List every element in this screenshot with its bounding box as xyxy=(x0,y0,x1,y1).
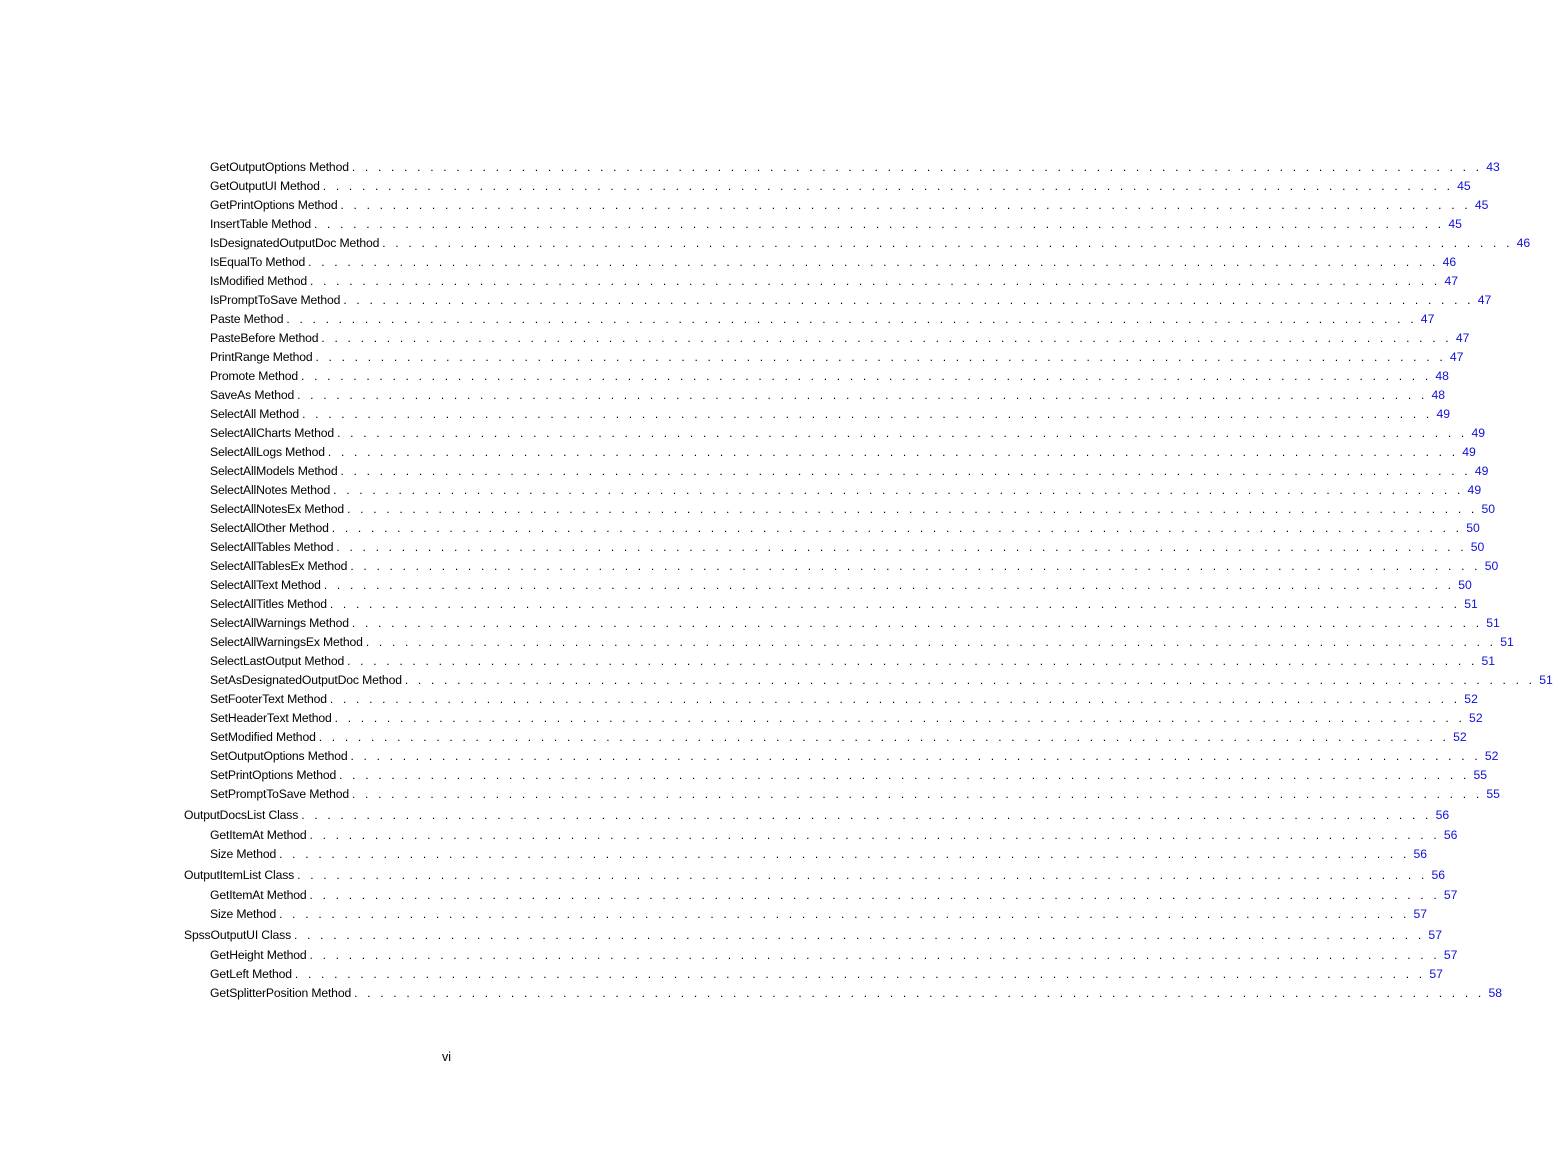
toc-page-link[interactable]: 50 xyxy=(1458,578,1472,592)
toc-entry-title: GetOutputUI Method xyxy=(210,179,320,193)
toc-page-link[interactable]: 43 xyxy=(1486,160,1500,174)
toc-entry-title: SetModified Method xyxy=(210,730,316,744)
toc-dot-leader: . . . . . . . . . . . . . . . . . . . . . . . . . . . . . . . . . . . . . . . . . . . . . . . . . . . . . . . . . . . . . . . . . . . . . . . . . . . . . . . . . . . . . . . xyxy=(301,808,1432,822)
toc-method-entry[interactable] xyxy=(210,177,1471,196)
toc-page-link[interactable]: 48 xyxy=(1435,369,1449,383)
toc-entry-title: SetFooterText Method xyxy=(210,692,327,706)
toc-dot-leader: . . . . . . . . . . . . . . . . . . . . . . . . . . . . . . . . . . . . . . . . . . . . . . . . . . . . . . . . . . . . . . . . . . . . . . . . . . . . . . . . . . . . . . . xyxy=(321,331,1452,345)
toc-dot-leader: . . . . . . . . . . . . . . . . . . . . . . . . . . . . . . . . . . . . . . . . . . . . . . . . . . . . . . . . . . . . . . . . . . . . . . . . . . . . . . . . . . . . . . . xyxy=(309,948,1440,962)
toc-method-entry[interactable] xyxy=(210,158,1500,177)
toc-dot-leader: . . . . . . . . . . . . . . . . . . . . . . . . . . . . . . . . . . . . . . . . . . . . . . . . . . . . . . . . . . . . . . . . . . . . . . . . . . . . . . . . . . . . . . . xyxy=(309,828,1440,842)
toc-page-link[interactable]: 57 xyxy=(1413,907,1428,921)
toc-method-entry[interactable] xyxy=(210,785,1500,804)
toc-dot-leader: . . . . . . . . . . . . . . . . . . . . . . . . . . . . . . . . . . . . . . . . . . . . . . . . . . . . . . . . . . . . . . . . . . . . . . . . . . . . . . . . . . . . . . . xyxy=(337,426,1468,440)
toc-entry-title: SetOutputOptions Method xyxy=(210,749,348,763)
toc-method-entry[interactable] xyxy=(210,481,1482,500)
toc-page-link[interactable]: 55 xyxy=(1473,768,1488,782)
toc-dot-leader: . . . . . . . . . . . . . . . . . . . . . . . . . . . . . . . . . . . . . . . . . . . . . . . . . . . . . . . . . . . . . . . . . . . . . . . . . . . . . . . . . . . . . . . xyxy=(347,502,1478,516)
toc-dot-leader: . . . . . . . . . . . . . . . . . . . . . . . . . . . . . . . . . . . . . . . . . . . . . . . . . . . . . . . . . . . . . . . . . . . . . . . . . . . . . . . . . . . . . . . xyxy=(308,255,1439,269)
toc-page-link[interactable]: 48 xyxy=(1431,388,1446,402)
toc-dot-leader: . . . . . . . . . . . . . . . . . . . . . . . . . . . . . . . . . . . . . . . . . . . . . . . . . . . . . . . . . . . . . . . . . . . . . . . . . . . . . . . . . . . . . . . xyxy=(327,445,1459,459)
toc-dot-leader: . . . . . . . . . . . . . . . . . . . . . . . . . . . . . . . . . . . . . . . . . . . . . . . . . . . . . . . . . . . . . . . . . . . . . . . . . . . . . . . . . . . . . . . xyxy=(323,578,1455,592)
toc-dot-leader: . . . . . . . . . . . . . . . . . . . . . . . . . . . . . . . . . . . . . . . . . . . . . . . . . . . . . . . . . . . . . . . . . . . . . . . . . . . . . . . . . . . . . . . xyxy=(351,616,1483,630)
toc-dot-leader: . . . . . . . . . . . . . . . . . . . . . . . . . . . . . . . . . . . . . . . . . . . . . . . . . . . . . . . . . . . . . . . . . . . . . . . . . . . . . . . . . . . . . . . xyxy=(294,967,1426,981)
toc-dot-leader: . . . . . . . . . . . . . . . . . . . . . . . . . . . . . . . . . . . . . . . . . . . . . . . . . . . . . . . . . . . . . . . . . . . . . . . . . . . . . . . . . . . . . . . xyxy=(350,559,1481,573)
toc-entry-title: SelectAllTitles Method xyxy=(210,597,327,611)
toc-class-entry[interactable] xyxy=(184,864,1446,886)
toc-entry-title: Paste Method xyxy=(210,312,284,326)
toc-method-entry[interactable] xyxy=(210,424,1486,443)
toc-entry-title: SelectAllTables Method xyxy=(210,540,334,554)
toc-dot-leader: . . . . . . . . . . . . . . . . . . . . . . . . . . . . . . . . . . . . . . . . . . . . . . . . . . . . . . . . . . . . . . . . . . . . . . . . . . . . . . . . . . . . . . . xyxy=(333,483,1464,497)
toc-dot-leader: . . . . . . . . . . . . . . . . . . . . . . . . . . . . . . . . . . . . . . . . . . . . . . . . . . . . . . . . . . . . . . . . . . . . . . . . . . . . . . . . . . . . . . . xyxy=(302,407,1433,421)
toc-page-link[interactable]: 56 xyxy=(1413,847,1428,861)
toc-entry-title: SelectAllLogs Method xyxy=(210,445,325,459)
toc-page-link[interactable]: 45 xyxy=(1457,179,1471,193)
toc-method-entry[interactable] xyxy=(210,196,1489,215)
toc-method-entry[interactable] xyxy=(210,652,1496,671)
toc-entry-title: SelectAllWarnings Method xyxy=(210,616,349,630)
table-of-contents xyxy=(0,158,1553,1003)
toc-page-link[interactable]: 51 xyxy=(1500,635,1514,649)
toc-method-entry[interactable] xyxy=(210,905,1428,924)
toc-dot-leader: . . . . . . . . . . . . . . . . . . . . . . . . . . . . . . . . . . . . . . . . . . . . . . . . . . . . . . . . . . . . . . . . . . . . . . . . . . . . . . . . . . . . . . . xyxy=(351,160,1483,174)
toc-method-entry[interactable] xyxy=(210,272,1458,291)
toc-entry-title: GetItemAt Method xyxy=(210,828,307,842)
toc-method-entry[interactable] xyxy=(210,984,1503,1003)
toc-method-entry[interactable] xyxy=(210,747,1499,766)
toc-dot-leader: . . . . . . . . . . . . . . . . . . . . . . . . . . . . . . . . . . . . . . . . . . . . . . . . . . . . . . . . . . . . . . . . . . . . . . . . . . . . . . . . . . . . . . . xyxy=(351,787,1483,801)
toc-entry-title: PasteBefore Method xyxy=(210,331,319,345)
toc-method-entry[interactable] xyxy=(210,215,1462,234)
toc-entry-title: SelectAllTablesEx Method xyxy=(210,559,348,573)
toc-method-entry[interactable] xyxy=(210,886,1458,905)
toc-entry-title: SelectAllWarningsEx Method xyxy=(210,635,363,649)
toc-method-entry[interactable] xyxy=(210,367,1449,386)
toc-method-entry[interactable] xyxy=(210,946,1458,965)
toc-page-link[interactable]: 51 xyxy=(1486,616,1500,630)
toc-entry-title: SaveAs Method xyxy=(210,388,295,402)
toc-dot-leader: . . . . . . . . . . . . . . . . . . . . . . . . . . . . . . . . . . . . . . . . . . . . . . . . . . . . . . . . . . . . . . . . . . . . . . . . . . . . . . . . . . . . . . . xyxy=(309,888,1440,902)
toc-entry-title: OutputItemList Class xyxy=(184,868,295,882)
toc-entry-title: GetOutputOptions Method xyxy=(210,160,349,174)
toc-method-entry[interactable] xyxy=(210,500,1496,519)
toc-method-entry[interactable] xyxy=(210,965,1443,984)
toc-dot-leader: . . . . . . . . . . . . . . . . . . . . . . . . . . . . . . . . . . . . . . . . . . . . . . . . . . . . . . . . . . . . . . . . . . . . . . . . . . . . . . . . . . . . . . . xyxy=(350,749,1481,763)
toc-method-entry[interactable] xyxy=(210,671,1553,690)
toc-dot-leader: . . . . . . . . . . . . . . . . . . . . . . . . . . . . . . . . . . . . . . . . . . . . . . . . . . . . . . . . . . . . . . . . . . . . . . . . . . . . . . . . . . . . . . . xyxy=(313,217,1445,231)
toc-dot-leader: . . . . . . . . . . . . . . . . . . . . . . . . . . . . . . . . . . . . . . . . . . . . . . . . . . . . . . . . . . . . . . . . . . . . . . . . . . . . . . . . . . . . . . . xyxy=(340,198,1471,212)
toc-page-link[interactable]: 56 xyxy=(1435,808,1450,822)
toc-entry-title: Promote Method xyxy=(210,369,298,383)
toc-page-link[interactable]: 50 xyxy=(1481,502,1496,516)
toc-entry-title: SelectLastOutput Method xyxy=(210,654,345,668)
toc-page-link[interactable]: 45 xyxy=(1448,217,1462,231)
toc-entry-title: IsPromptToSave Method xyxy=(210,293,341,307)
toc-page-link[interactable]: 47 xyxy=(1420,312,1435,326)
toc-method-entry[interactable] xyxy=(210,595,1478,614)
toc-dot-leader: . . . . . . . . . . . . . . . . . . . . . . . . . . . . . . . . . . . . . . . . . . . . . . . . . . . . . . . . . . . . . . . . . . . . . . . . . . . . . . . . . . . . . . . xyxy=(294,928,1425,942)
toc-dot-leader: . . . . . . . . . . . . . . . . . . . . . . . . . . . . . . . . . . . . . . . . . . . . . . . . . . . . . . . . . . . . . . . . . . . . . . . . . . . . . . . . . . . . . . . xyxy=(329,692,1461,706)
toc-method-entry[interactable] xyxy=(210,253,1457,272)
toc-dot-leader: . . . . . . . . . . . . . . . . . . . . . . . . . . . . . . . . . . . . . . . . . . . . . . . . . . . . . . . . . . . . . . . . . . . . . . . . . . . . . . . . . . . . . . . xyxy=(365,635,1497,649)
toc-class-entry[interactable] xyxy=(184,924,1442,946)
toc-entry-title: SetAsDesignatedOutputDoc Method xyxy=(210,673,402,687)
toc-dot-leader: . . . . . . . . . . . . . . . . . . . . . . . . . . . . . . . . . . . . . . . . . . . . . . . . . . . . . . . . . . . . . . . . . . . . . . . . . . . . . . . . . . . . . . . xyxy=(354,986,1485,1000)
toc-dot-leader: . . . . . . . . . . . . . . . . . . . . . . . . . . . . . . . . . . . . . . . . . . . . . . . . . . . . . . . . . . . . . . . . . . . . . . . . . . . . . . . . . . . . . . . xyxy=(322,179,1454,193)
toc-method-entry[interactable] xyxy=(210,728,1467,747)
toc-page-link[interactable]: 49 xyxy=(1462,445,1476,459)
toc-page-link[interactable]: 49 xyxy=(1471,426,1486,440)
toc-entry-title: SelectAllText Method xyxy=(210,578,321,592)
toc-page-link[interactable]: 45 xyxy=(1474,198,1489,212)
toc-entry-title: GetHeight Method xyxy=(210,948,307,962)
toc-dot-leader: . . . . . . . . . . . . . . . . . . . . . . . . . . . . . . . . . . . . . . . . . . . . . . . . . . . . . . . . . . . . . . . . . . . . . . . . . . . . . . . . . . . . . . . xyxy=(336,540,1467,554)
toc-dot-leader: . . . . . . . . . . . . . . . . . . . . . . . . . . . . . . . . . . . . . . . . . . . . . . . . . . . . . . . . . . . . . . . . . . . . . . . . . . . . . . . . . . . . . . . xyxy=(310,274,1441,288)
toc-page-link[interactable]: 56 xyxy=(1431,868,1446,882)
toc-method-entry[interactable] xyxy=(210,690,1478,709)
toc-entry-title: Size Method xyxy=(210,847,277,861)
toc-page-link[interactable]: 52 xyxy=(1453,730,1467,744)
toc-dot-leader: . . . . . . . . . . . . . . . . . . . . . . . . . . . . . . . . . . . . . . . . . . . . . . . . . . . . . . . . . . . . . . . . . . . . . . . . . . . . . . . . . . . . . . . xyxy=(331,521,1463,535)
toc-method-entry[interactable] xyxy=(210,519,1480,538)
toc-method-entry[interactable] xyxy=(210,826,1458,845)
toc-page-link[interactable]: 57 xyxy=(1443,888,1458,902)
toc-page-link[interactable]: 51 xyxy=(1481,654,1496,668)
toc-entry-title: SelectAllNotesEx Method xyxy=(210,502,345,516)
toc-entry-title: SpssOutputUI Class xyxy=(184,928,292,942)
toc-method-entry[interactable] xyxy=(210,538,1485,557)
toc-dot-leader: . . . . . . . . . . . . . . . . . . . . . . . . . . . . . . . . . . . . . . . . . . . . . . . . . . . . . . . . . . . . . . . . . . . . . . . . . . . . . . . . . . . . . . . xyxy=(279,847,1410,861)
toc-page-link[interactable]: 58 xyxy=(1488,986,1503,1000)
toc-dot-leader: . . . . . . . . . . . . . . . . . . . . . . . . . . . . . . . . . . . . . . . . . . . . . . . . . . . . . . . . . . . . . . . . . . . . . . . . . . . . . . . . . . . . . . . xyxy=(279,907,1410,921)
toc-dot-leader: . . . . . . . . . . . . . . . . . . . . . . . . . . . . . . . . . . . . . . . . . . . . . . . . . . . . . . . . . . . . . . . . . . . . . . . . . . . . . . . . . . . . . . . xyxy=(382,236,1513,250)
toc-dot-leader: . . . . . . . . . . . . . . . . . . . . . . . . . . . . . . . . . . . . . . . . . . . . . . . . . . . . . . . . . . . . . . . . . . . . . . . . . . . . . . . . . . . . . . . xyxy=(329,597,1461,611)
toc-page-link[interactable]: 55 xyxy=(1486,787,1500,801)
toc-entry-title: GetItemAt Method xyxy=(210,888,307,902)
toc-method-entry[interactable] xyxy=(210,291,1492,310)
toc-entry-title: GetSplitterPosition Method xyxy=(210,986,352,1000)
toc-entry-title: SelectAllCharts Method xyxy=(210,426,335,440)
toc-method-entry[interactable] xyxy=(210,614,1500,633)
toc-page-link[interactable]: 50 xyxy=(1484,559,1499,573)
toc-entry-title: SelectAllNotes Method xyxy=(210,483,331,497)
toc-entry-title: IsEqualTo Method xyxy=(210,255,306,269)
toc-entry-title: IsDesignatedOutputDoc Method xyxy=(210,236,380,250)
toc-page-link[interactable]: 46 xyxy=(1516,236,1531,250)
toc-dot-leader: . . . . . . . . . . . . . . . . . . . . . . . . . . . . . . . . . . . . . . . . . . . . . . . . . . . . . . . . . . . . . . . . . . . . . . . . . . . . . . . . . . . . . . . xyxy=(315,350,1446,364)
toc-page-link[interactable]: 57 xyxy=(1428,928,1442,942)
toc-dot-leader: . . . . . . . . . . . . . . . . . . . . . . . . . . . . . . . . . . . . . . . . . . . . . . . . . . . . . . . . . . . . . . . . . . . . . . . . . . . . . . . . . . . . . . . xyxy=(297,868,1428,882)
toc-dot-leader: . . . . . . . . . . . . . . . . . . . . . . . . . . . . . . . . . . . . . . . . . . . . . . . . . . . . . . . . . . . . . . . . . . . . . . . . . . . . . . . . . . . . . . . xyxy=(404,673,1536,687)
toc-method-entry[interactable] xyxy=(210,329,1470,348)
toc-dot-leader: . . . . . . . . . . . . . . . . . . . . . . . . . . . . . . . . . . . . . . . . . . . . . . . . . . . . . . . . . . . . . . . . . . . . . . . . . . . . . . . . . . . . . . . xyxy=(347,654,1478,668)
toc-dot-leader: . . . . . . . . . . . . . . . . . . . . . . . . . . . . . . . . . . . . . . . . . . . . . . . . . . . . . . . . . . . . . . . . . . . . . . . . . . . . . . . . . . . . . . . xyxy=(286,312,1417,326)
toc-method-entry[interactable] xyxy=(210,462,1489,481)
toc-page-link[interactable]: 50 xyxy=(1466,521,1480,535)
toc-dot-leader: . . . . . . . . . . . . . . . . . . . . . . . . . . . . . . . . . . . . . . . . . . . . . . . . . . . . . . . . . . . . . . . . . . . . . . . . . . . . . . . . . . . . . . . xyxy=(339,768,1470,782)
toc-entry-title: GetPrintOptions Method xyxy=(210,198,338,212)
toc-method-entry[interactable] xyxy=(210,576,1472,595)
toc-page-link[interactable]: 52 xyxy=(1469,711,1483,725)
toc-method-entry[interactable] xyxy=(210,709,1483,728)
toc-page-link[interactable]: 57 xyxy=(1429,967,1443,981)
toc-entry-title: SetPromptToSave Method xyxy=(210,787,349,801)
toc-entry-title: SetPrintOptions Method xyxy=(210,768,337,782)
toc-dot-leader: . . . . . . . . . . . . . . . . . . . . . . . . . . . . . . . . . . . . . . . . . . . . . . . . . . . . . . . . . . . . . . . . . . . . . . . . . . . . . . . . . . . . . . . xyxy=(343,293,1474,307)
toc-page-link[interactable]: 49 xyxy=(1467,483,1482,497)
toc-dot-leader: . . . . . . . . . . . . . . . . . . . . . . . . . . . . . . . . . . . . . . . . . . . . . . . . . . . . . . . . . . . . . . . . . . . . . . . . . . . . . . . . . . . . . . . xyxy=(318,730,1450,744)
toc-entry-title: Size Method xyxy=(210,907,277,921)
toc-page-link[interactable]: 51 xyxy=(1464,597,1478,611)
toc-page-link[interactable]: 50 xyxy=(1470,540,1485,554)
toc-dot-leader: . . . . . . . . . . . . . . . . . . . . . . . . . . . . . . . . . . . . . . . . . . . . . . . . . . . . . . . . . . . . . . . . . . . . . . . . . . . . . . . . . . . . . . . xyxy=(301,369,1432,383)
toc-page-link[interactable]: 46 xyxy=(1442,255,1457,269)
toc-method-entry[interactable] xyxy=(210,348,1464,367)
toc-entry-title: IsModified Method xyxy=(210,274,308,288)
toc-entry-title: SelectAllModels Method xyxy=(210,464,338,478)
toc-method-entry[interactable] xyxy=(210,405,1451,424)
toc-method-entry[interactable] xyxy=(210,633,1514,652)
toc-method-entry[interactable] xyxy=(210,443,1476,462)
toc-dot-leader: . . . . . . . . . . . . . . . . . . . . . . . . . . . . . . . . . . . . . . . . . . . . . . . . . . . . . . . . . . . . . . . . . . . . . . . . . . . . . . . . . . . . . . . xyxy=(340,464,1471,478)
toc-method-entry[interactable] xyxy=(210,557,1499,576)
toc-page-link[interactable]: 47 xyxy=(1444,274,1458,288)
toc-page-link[interactable]: 47 xyxy=(1455,331,1470,345)
toc-entry-title: OutputDocsList Class xyxy=(184,808,299,822)
toc-page-link[interactable]: 47 xyxy=(1449,350,1464,364)
toc-page-link[interactable]: 52 xyxy=(1484,749,1499,763)
toc-method-entry[interactable] xyxy=(210,310,1435,329)
toc-dot-leader: . . . . . . . . . . . . . . . . . . . . . . . . . . . . . . . . . . . . . . . . . . . . . . . . . . . . . . . . . . . . . . . . . . . . . . . . . . . . . . . . . . . . . . . xyxy=(297,388,1428,402)
toc-dot-leader: . . . . . . . . . . . . . . . . . . . . . . . . . . . . . . . . . . . . . . . . . . . . . . . . . . . . . . . . . . . . . . . . . . . . . . . . . . . . . . . . . . . . . . . xyxy=(334,711,1466,725)
toc-entry-title: GetLeft Method xyxy=(210,967,292,981)
toc-page-link[interactable]: 51 xyxy=(1539,673,1553,687)
toc-method-entry[interactable] xyxy=(210,766,1488,785)
page-number: vi xyxy=(441,1050,452,1064)
toc-page-link[interactable]: 57 xyxy=(1443,948,1458,962)
toc-page-link[interactable]: 49 xyxy=(1436,407,1451,421)
toc-entry-title: PrintRange Method xyxy=(210,350,313,364)
toc-method-entry[interactable] xyxy=(210,386,1446,405)
toc-method-entry[interactable] xyxy=(210,845,1428,864)
toc-page-link[interactable]: 47 xyxy=(1477,293,1492,307)
toc-entry-title: SelectAll Method xyxy=(210,407,300,421)
toc-page-link[interactable]: 52 xyxy=(1464,692,1478,706)
toc-method-entry[interactable] xyxy=(210,234,1531,253)
toc-page-link[interactable]: 49 xyxy=(1474,464,1489,478)
toc-entry-title: InsertTable Method xyxy=(210,217,311,231)
toc-entry-title: SetHeaderText Method xyxy=(210,711,332,725)
toc-page-link[interactable]: 56 xyxy=(1443,828,1458,842)
toc-entry-title: SelectAllOther Method xyxy=(210,521,329,535)
toc-class-entry[interactable] xyxy=(184,804,1450,826)
